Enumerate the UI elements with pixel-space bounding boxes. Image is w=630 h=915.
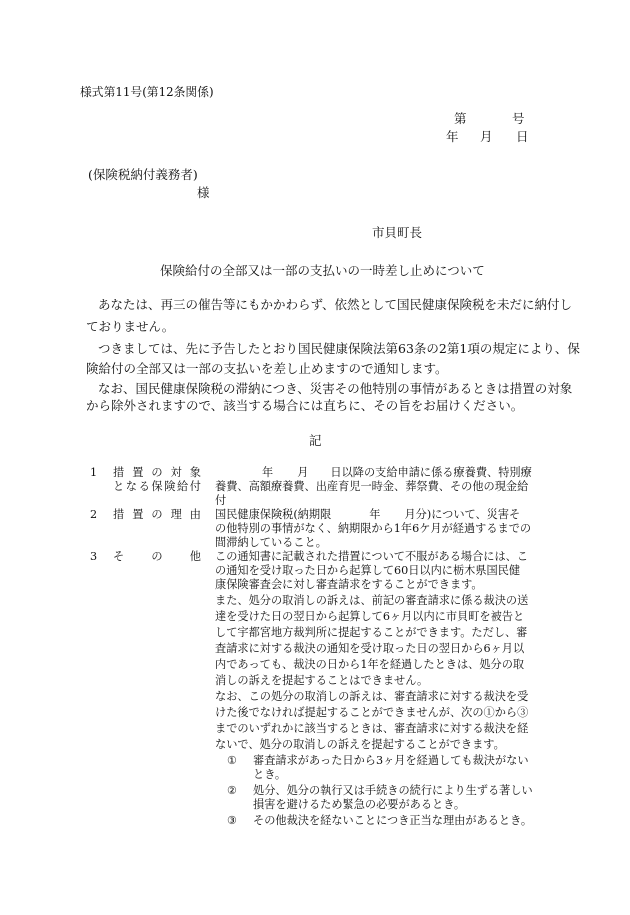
sub-item-text: 損害を避けるため緊急の必要があるとき。 bbox=[253, 798, 466, 811]
sub-item-text: 審査請求があった日から3ヶ月を経過しても裁決がない bbox=[253, 754, 529, 767]
item-description-line: までのいずれかに該当するときは、審査請求に対する裁決を経 bbox=[215, 722, 529, 735]
item-description-line: 付 bbox=[215, 494, 227, 507]
item-description-line: の他特別の事情がなく、納期限から1年6ケ月が経過するまでの bbox=[215, 522, 532, 535]
ki-heading: 記 bbox=[309, 433, 322, 448]
item-description-line: 消しの訴えを提起することはできません。 bbox=[215, 674, 429, 687]
sub-item-mark: ② bbox=[227, 784, 238, 797]
date-year-label: 年 bbox=[446, 129, 459, 144]
body-line: から除外されますので、該当する場合には直ちに、その旨をお届けください。 bbox=[86, 398, 524, 413]
date-day-label: 日 bbox=[516, 129, 529, 144]
addressee-honorific: 様 bbox=[197, 185, 210, 200]
addressee-label: (保険税納付義務者) bbox=[88, 167, 198, 182]
item-description-line: また、処分の取消しの訴えは、前記の審査請求に係る裁決の送 bbox=[215, 594, 529, 607]
item-label: となる保険給付 bbox=[113, 480, 201, 493]
item-number: 1 bbox=[90, 466, 98, 479]
item-label: 措置の対象 bbox=[113, 466, 201, 479]
document-title: 保険給付の全部又は一部の支払いの一時差し止めについて bbox=[160, 263, 485, 278]
item-description-line: けた後でなければ提起することができませんが、次の①から③ bbox=[215, 706, 529, 719]
desc-part-b: 年 bbox=[369, 508, 381, 521]
document-number-prefix: 第 bbox=[454, 111, 467, 126]
item-description-line bbox=[215, 466, 545, 481]
body-line: つきましては、先に予告したとおり国民健康保険法第63条の2第1項の規定により、保 bbox=[98, 341, 580, 356]
sub-item-mark: ③ bbox=[227, 814, 238, 827]
desc-month: 月 bbox=[297, 466, 309, 479]
body-line: あなたは、再三の催告等にもかかわらず、依然として国民健康保険税を未だに納付し bbox=[98, 297, 573, 312]
item-number: 2 bbox=[90, 508, 98, 521]
item-description-line: 達を受けた日の翌日から起算して6ヶ月以内に市貝町を被告と bbox=[215, 610, 525, 623]
desc-year: 年 bbox=[262, 466, 274, 479]
document-number-suffix: 号 bbox=[512, 111, 525, 126]
item-description-line: の通知を受け取った日から起算して60日以内に栃木県国民健 bbox=[215, 564, 521, 577]
item-description-line: 養費、高額療養費、出産育児一時金、葬祭費、その他の現金給 bbox=[215, 480, 529, 493]
item-description-line: なお、この処分の取消しの訴えは、審査請求に対する裁決を受 bbox=[215, 690, 529, 703]
desc-rest: 日以降の支給申請に係る療養費、特別療 bbox=[330, 466, 532, 479]
sub-item-text: とき。 bbox=[253, 768, 287, 781]
item-description-line bbox=[215, 508, 545, 523]
item-label: 措置の理由 bbox=[113, 508, 201, 521]
item-description-line: 内であっても、裁決の日から1年を経過したときは、処分の取 bbox=[215, 658, 525, 671]
item-description-line: 間滞納していること。 bbox=[215, 536, 327, 549]
item-description-line: ないで、処分の取消しの訴えを提起することができます。 bbox=[215, 738, 505, 751]
body-line: ておりません。 bbox=[86, 319, 175, 334]
sub-item-text: その他裁決を経ないことにつき正当な理由があるとき。 bbox=[253, 814, 533, 827]
sub-item-text: 処分、処分の執行又は手続きの続行により生ずる著しい bbox=[253, 784, 533, 797]
desc-part-a: 国民健康保険税(納期限 bbox=[215, 508, 332, 521]
form-number: 様式第11号(第12条関係) bbox=[80, 85, 214, 99]
body-line: 険給付の全部又は一部の支払いを差し止めますので通知します。 bbox=[86, 361, 448, 376]
item-label: その他 bbox=[113, 550, 201, 563]
desc-part-c: 月分)について、災害そ bbox=[404, 508, 521, 521]
date-month-label: 月 bbox=[480, 129, 493, 144]
sub-item-mark: ① bbox=[227, 754, 238, 767]
item-description-line: この通知書に記載された措置について不服がある場合には、こ bbox=[215, 550, 529, 563]
body-line: なお、国民健康保険税の滞納につき、災害その他特別の事情があるときは措置の対象 bbox=[98, 381, 573, 396]
item-number: 3 bbox=[90, 550, 98, 563]
item-description-line: して宇都宮地方裁判所に提起することができます。ただし、審 bbox=[215, 626, 528, 639]
item-description-line: 康保険審査会に対し審査請求をすることができます。 bbox=[215, 578, 483, 591]
item-description-line: 査請求に対する裁決の通知を受け取った日の翌日から6ヶ月以 bbox=[215, 642, 525, 655]
issuer-name: 市貝町長 bbox=[372, 225, 423, 240]
